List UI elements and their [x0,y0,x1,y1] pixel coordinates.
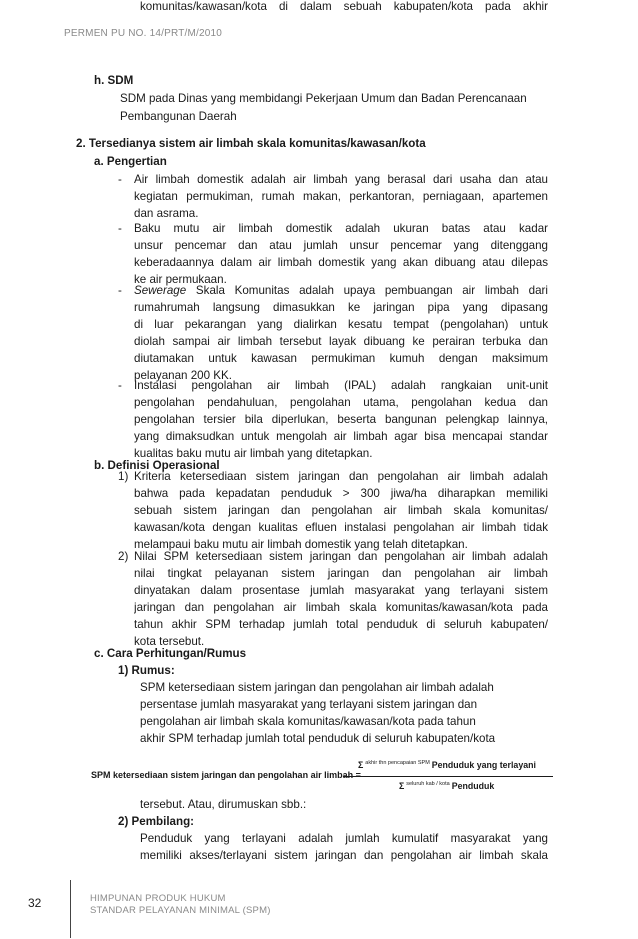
fraction-bar [344,776,553,777]
list-marker: 2) [118,550,129,563]
section-heading: a. Pengertian [94,155,167,168]
paragraph-line: yang dimaksudkan untuk mengolah air limbah agar bisa mencapai standar [134,430,548,443]
sigma-symbol: Σ [399,781,405,791]
paragraph-line: tersebut. Atau, dirumuskan sbb.: [140,798,307,811]
paragraph-line: Pembangunan Daerah [120,110,237,123]
page-number: 32 [28,896,42,910]
numerator-text: Penduduk yang terlayani [431,760,536,770]
list-marker: - [118,284,122,297]
footer-divider [70,880,71,938]
sigma-symbol: Σ [358,760,364,770]
paragraph-line: akhir SPM terhadap jumlah total penduduk di seluruh kabupaten/kota [140,732,496,745]
paragraph-line: sebuah sistem jaringan dan pengolahan air limbah skala komunitas/ [134,504,548,517]
footer-line-2: STANDAR PELAYANAN MINIMAL (SPM) [90,905,271,916]
paragraph-line: kegiatan permukiman, rumah makan, perkantoran, perniagaan, apartemen [134,190,548,203]
denominator-text: Penduduk [451,781,495,791]
paragraph-line: diutamakan untuk kawasan permukiman kumuh dengan maksimum [134,352,548,365]
paragraph-line: Baku mutu air limbah domestik adalah ukuran batas atau kadar [134,222,548,235]
section-heading: b. Definisi Operasional [94,459,220,472]
list-marker: - [118,173,122,186]
footer-text [90,893,271,917]
paragraph-line: SDM pada Dinas yang membidangi Pekerjaan Umum dan Badan Perencanaan [120,92,527,105]
paragraph-line: rumahrumah langsung dimasukkan ke jaringan pipa yang dipasang [134,301,548,314]
numerator-subscript: akhir thn pencapaian SPM [365,760,430,767]
paragraph-line: kualitas baku mutu air limbah yang ditetapkan. [134,447,373,460]
paragraph-line: bahwa pada kepadatan penduduk > 300 jiwa/ha diharapkan memiliki [134,487,548,500]
formula-label: SPM ketersediaan sistem jaringan dan pengolahan air limbah = [91,770,361,780]
denominator-subscript: seluruh kab / kota [406,781,450,788]
paragraph-line: pengolahan tersier bila diperlukan, beserta bangunan pelengkap lainnya, [134,413,548,426]
paragraph-line: Nilai SPM ketersediaan sistem jaringan dan pengolahan air limbah adalah [134,550,548,563]
paragraph-line: dan asrama. [134,207,199,220]
formula-numerator [358,760,536,770]
paragraph-text: Skala Komunitas adalah upaya pembuangan air limbah dari [186,284,548,297]
list-marker: - [118,379,122,392]
list-marker: 1) [118,470,129,483]
paragraph-line: tahun akhir SPM terhadap jumlah total penduduk di seluruh kabupaten/ [134,618,548,631]
section-heading: 2) Pembilang: [118,815,195,828]
paragraph-line: kota tersebut. [134,635,205,648]
list-marker: - [118,222,122,235]
paragraph-line: kawasan/kota dengan kualitas efluen instalasi pengolahan air limbah tidak [134,521,548,534]
paragraph-line: pengolahan pendahuluan, pengolahan utama, pengolahan kedua dan [134,396,548,409]
paragraph-line [134,284,548,298]
section-heading: c. Cara Perhitungan/Rumus [94,647,247,660]
paragraph-line: persentase jumlah masyarakat yang terlayani sistem jaringan dan [140,698,478,711]
paragraph-line: pelayanan 200 KK. [134,369,232,382]
italic-term: Sewerage [134,284,187,297]
paragraph-line: Kriteria ketersediaan sistem jaringan dan pengolahan air limbah adalah [134,470,548,483]
paragraph-line: di luar pekarangan yang dialirkan kesatu tempat (pengolahan) untuk [134,318,548,331]
paragraph-line: memiliki akses/terlayani sistem jaringan dan pengolahan air limbah skala [140,849,548,862]
section-heading: 1) Rumus: [118,664,175,677]
formula-denominator [399,781,494,791]
paragraph-line: SPM ketersediaan sistem jaringan dan pengolahan air limbah adalah [140,681,494,694]
paragraph-line: dinyatakan dalam prosentase jumlah masyarakat yang terlayani sistem [134,584,548,597]
footer-line-1: HIMPUNAN PRODUK HUKUM [90,893,226,904]
section-heading: h. SDM [94,74,134,87]
paragraph-line: Penduduk yang terlayani adalah jumlah kumulatif masyarakat yang [140,832,548,845]
paragraph-line: keberadaannya dalam air limbah domestik yang akan dibuang atau dilepas [134,256,548,269]
paragraph-line: diolah sampai air limbah tersebut layak dibuang ke perairan terbuka dan [134,335,548,348]
paragraph-line: jaringan dan pengolahan air limbah skala komunitas/kawasan/kota pada [134,601,548,614]
paragraph-line: komunitas/kawasan/kota di dalam sebuah kabupaten/kota pada akhir [140,0,548,13]
running-header: PERMEN PU NO. 14/PRT/M/2010 [64,28,223,39]
paragraph-line: ke air permukaan. [134,273,227,286]
paragraph-line: pengolahan air limbah skala komunitas/kawasan/kota pada tahun [140,715,476,728]
paragraph-line: melampaui baku mutu air limbah domestik yang telah ditetapkan. [134,538,468,551]
section-heading: 2. Tersedianya sistem air limbah skala komunitas/kawasan/kota [76,137,426,150]
paragraph-line: nilai tingkat pelayanan sistem jaringan dan pengolahan air limbah [134,567,548,580]
paragraph-line: Instalasi pengolahan air limbah (IPAL) adalah rangkaian unit-unit [134,379,548,392]
paragraph-line: unsur pencemar dan atau jumlah unsur pencemar yang ditenggang [134,239,548,252]
paragraph-line: Air limbah domestik adalah air limbah yang berasal dari usaha dan atau [134,173,548,186]
